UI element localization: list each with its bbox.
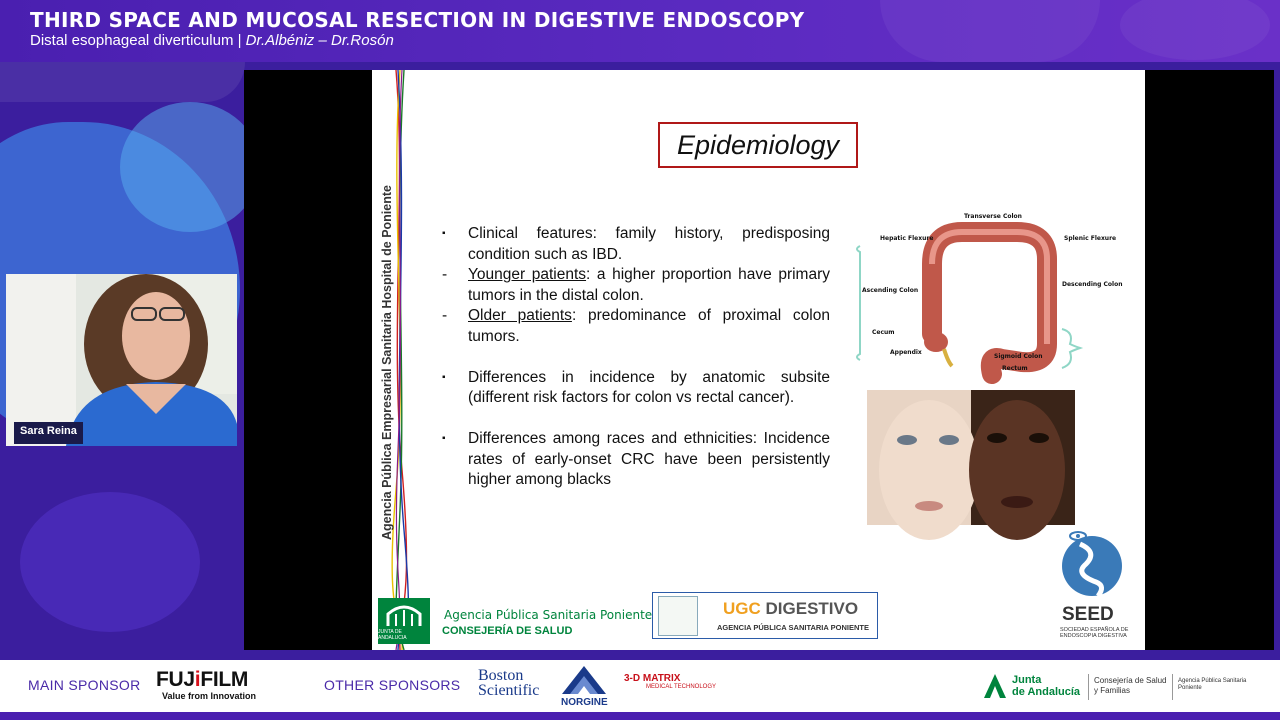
- header-bar: [0, 0, 1280, 62]
- bullet-text: Differences in incidence by anatomic subsite (different risk factors for colon vs rectal cancer).: [468, 368, 830, 406]
- bullet-dash: -: [442, 266, 448, 283]
- bullet-item: [438, 224, 830, 265]
- norgine-logo: NORGINE: [561, 697, 608, 708]
- colon-anatomy-diagram: [852, 204, 1123, 384]
- bullet-square-icon: ▪: [442, 371, 446, 383]
- fujifilm-tagline: Value from Innovation: [162, 691, 257, 701]
- faces-photo: [867, 390, 1075, 525]
- bullet-square-icon: ▪: [442, 433, 446, 444]
- colon-label-splenic: Splenic Flexure: [1064, 235, 1117, 242]
- colon-label-ascending: Ascending Colon: [862, 287, 919, 294]
- boston-line2: Scientific: [478, 682, 540, 699]
- seed-name: SEED: [1062, 604, 1114, 625]
- bullet-dash: -: [442, 307, 448, 324]
- bullet-text: : predominance of proximal colon tumors.: [468, 307, 830, 345]
- event-title: THIRD SPACE AND MUCOSAL RESECTION IN DIGESTIVE ENDOSCOPY: [30, 8, 805, 32]
- main-sponsor-label: MAIN SPONSOR: [28, 677, 141, 693]
- session-topic: Distal esophageal diverticulum |: [30, 32, 246, 49]
- digestivo-text: DIGESTIVO: [765, 599, 859, 618]
- bullet-item: [438, 306, 830, 347]
- boston-scientific-logo: [478, 668, 539, 698]
- other-sponsors-label: OTHER SPONSORS: [324, 677, 461, 693]
- background-shape: [120, 102, 260, 232]
- junta-andalucia-footer-text: [1012, 674, 1080, 698]
- divider: [1088, 674, 1089, 700]
- speaker-webcam: [6, 274, 237, 446]
- consejeria-line1: Consejería de Salud: [1094, 676, 1167, 685]
- colon-label-transverse: Transverse Colon: [964, 213, 1022, 220]
- background-shape: [20, 492, 200, 632]
- session-authors: Dr.Albéniz – Dr.Rosón: [245, 32, 394, 49]
- agencia-logo: [1178, 678, 1246, 692]
- bullet-underlined-term: Younger patients: [468, 266, 587, 283]
- junta-small-text: JUNTA DE ANDALUCIA: [378, 629, 407, 641]
- junta-line2: de Andalucía: [1012, 686, 1081, 698]
- colon-label-descending: Descending Colon: [1062, 281, 1123, 288]
- decorative-lines: [392, 70, 410, 650]
- junta-andalucia-footer-icon: [982, 672, 1008, 698]
- seed-logo-icon: [1058, 530, 1128, 600]
- bullet-list: [438, 224, 830, 491]
- junta-line1: Junta: [1012, 674, 1042, 686]
- session-subtitle: [30, 32, 394, 49]
- apsp-consejeria: CONSEJERÍA DE SALUD: [442, 625, 573, 637]
- certificate-icon: [658, 596, 698, 636]
- speaker-name-tag: Sara Reina: [14, 422, 83, 444]
- consejeria-logo: [1094, 676, 1167, 695]
- sponsor-footer: [0, 660, 1280, 720]
- bullet-text: Differences among races and ethnicities: Incidence rates of early-onset CRC have been persistently higher among blacks: [468, 430, 830, 488]
- bullet-item: [438, 265, 830, 306]
- junta-andalucia-logo: [378, 598, 430, 644]
- ugc-text: UGC: [723, 599, 761, 618]
- colon-label-hepatic: Hepatic Flexure: [880, 235, 934, 242]
- header-decoration: [880, 0, 1100, 62]
- bullet-text: : a higher proportion have primary tumors in the distal colon.: [468, 266, 830, 304]
- fujifilm-logo: [156, 668, 248, 692]
- colon-label-appendix: Appendix: [890, 349, 922, 356]
- ugc-subtitle: AGENCIA PÚBLICA SANITARIA PONIENTE: [717, 623, 869, 632]
- bullet-text: Clinical features: family history, predisposing condition such as IBD.: [468, 225, 830, 263]
- colon-label-sigmoid: Sigmoid Colon: [994, 353, 1043, 360]
- slide-title: Epidemiology: [658, 122, 858, 168]
- footer-stripe: [0, 712, 1280, 720]
- fujifilm-dot: i: [194, 668, 201, 691]
- colon-label-rectum: Rectum: [1002, 365, 1028, 372]
- bullet-underlined-term: Older patients: [468, 307, 572, 324]
- bullet-item: [438, 429, 830, 491]
- fujifilm-text-b: FILM: [200, 668, 249, 691]
- fujifilm-text-a: FUJ: [156, 668, 195, 691]
- agencia-line1: Agencia Pública Sanitaria: [1178, 678, 1247, 684]
- 3d-matrix-logo: 3-D MATRIX: [624, 673, 681, 684]
- hospital-vertical-text: Agencia Pública Empresarial Sanitaria Hospital de Poniente: [380, 185, 394, 540]
- header-decoration: [1120, 0, 1270, 60]
- background-shape: [0, 62, 245, 102]
- ugc-digestivo-logo: [652, 592, 878, 639]
- seed-subtitle: SOCIEDAD ESPAÑOLA DE ENDOSCOPIA DIGESTIVA: [1060, 627, 1129, 639]
- bullet-item: [438, 368, 830, 409]
- divider: [1172, 674, 1173, 700]
- presentation-slide: [372, 70, 1145, 650]
- 3d-matrix-subtitle: MEDICAL TECHNOLOGY: [646, 684, 717, 690]
- agencia-line2: Poniente: [1178, 685, 1202, 691]
- norgine-mountain-icon: [560, 664, 608, 694]
- apsp-name: Agencia Pública Sanitaria Poniente: [444, 608, 653, 622]
- boston-line1: Boston: [478, 667, 524, 684]
- colon-label-cecum: Cecum: [872, 329, 895, 336]
- bullet-square-icon: ▪: [442, 228, 446, 239]
- consejeria-line2: y Familias: [1094, 685, 1131, 695]
